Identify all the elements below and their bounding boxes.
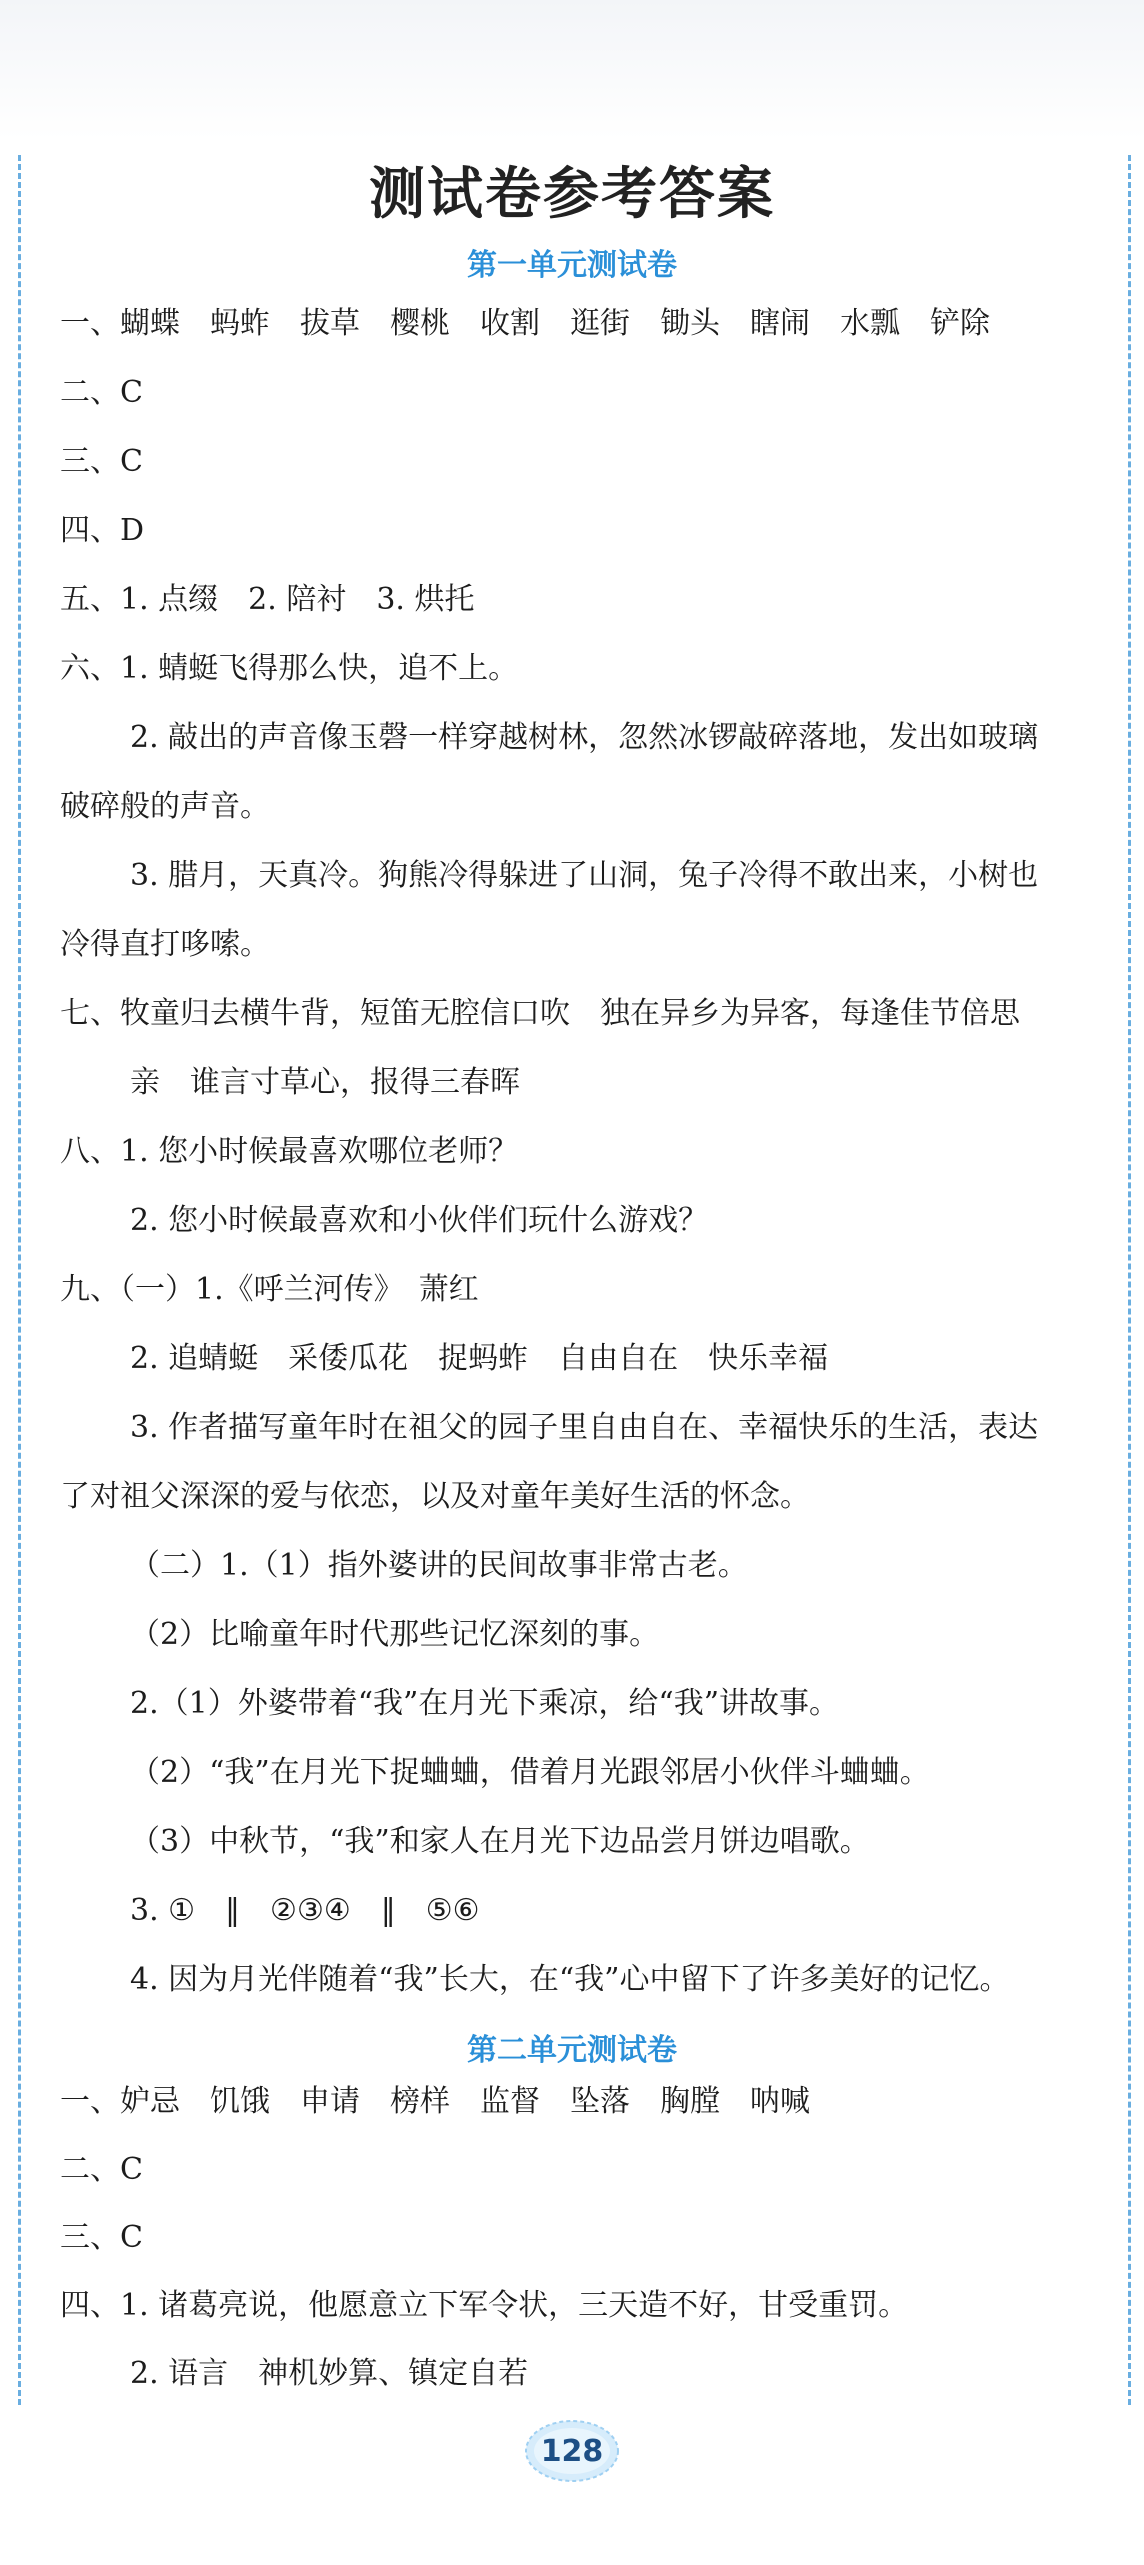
answer-line: （3）中秋节，“我”和家人在月光下边品尝月饼边唱歌。 [130, 1824, 870, 1859]
answer-line: 二、C [60, 375, 143, 410]
page-title: 测试卷参考答案 [369, 162, 775, 227]
answer-line: 破碎般的声音。 [60, 789, 270, 824]
answer-line: 冷得直打哆嗦。 [60, 927, 270, 962]
answer-line: 四、D [60, 513, 145, 548]
answer-line: 六、1. 蜻蜓飞得那么快，追不上。 [60, 651, 519, 686]
answer-line: 七、牧童归去横牛背，短笛无腔信口吹 独在异乡为异客，每逢佳节倍思 [60, 996, 1020, 1031]
answer-line: 八、1. 您小时候最喜欢哪位老师？ [60, 1134, 519, 1169]
answer-line: 亲 谁言寸草心，报得三春晖 [130, 1065, 520, 1100]
answer-line: 一、妒忌 饥饿 申请 榜样 监督 坠落 胸膛 呐喊 [60, 2084, 810, 2119]
answer-line: 一、蝴蝶 蚂蚱 拔草 樱桃 收割 逛街 锄头 瞎闹 水瓢 铲除 [60, 306, 990, 341]
answer-line: 2. 敲出的声音像玉磬一样穿越树林，忽然冰锣敲碎落地，发出如玻璃 [130, 720, 1039, 755]
answer-line: 3. ① ‖ ②③④ ‖ ⑤⑥ [130, 1893, 480, 1928]
answer-line: （二）1.（1）指外婆讲的民间故事非常古老。 [130, 1548, 748, 1583]
answer-line: （2）比喻童年时代那些记忆深刻的事。 [130, 1617, 660, 1652]
answer-line: 九、（一）1.《呼兰河传》 萧红 [60, 1272, 479, 1307]
answer-line: 2. 追蜻蜓 采倭瓜花 捉蚂蚱 自由自在 快乐幸福 [130, 1341, 829, 1376]
answer-line: 四、1. 诸葛亮说，他愿意立下军令状，三天造不好，甘受重罚。 [60, 2288, 909, 2323]
answer-line: 2.（1）外婆带着“我”在月光下乘凉，给“我”讲故事。 [130, 1686, 840, 1721]
answer-line: 2. 语言 神机妙算、镇定自若 [130, 2356, 529, 2391]
unit2-heading: 第二单元测试卷 [467, 2033, 677, 2068]
answer-line: 3. 腊月，天真冷。狗熊冷得躲进了山洞，兔子冷得不敢出来，小树也 [130, 858, 1039, 893]
answer-line: 2. 您小时候最喜欢和小伙伴们玩什么游戏？ [130, 1203, 709, 1238]
page-number-badge [522, 2418, 622, 2484]
answer-line: 3. 作者描写童年时在祖父的园子里自由自在、幸福快乐的生活，表达 [130, 1410, 1039, 1445]
answer-line: 三、C [60, 444, 143, 479]
answer-line: （2）“我”在月光下捉蛐蛐，借着月光跟邻居小伙伴斗蛐蛐。 [130, 1755, 930, 1790]
answer-line: 了对祖父深深的爱与依恋，以及对童年美好生活的怀念。 [60, 1479, 810, 1514]
answer-line: 二、C [60, 2152, 143, 2187]
unit1-heading: 第一单元测试卷 [467, 248, 677, 283]
answer-line: 五、1. 点缀 2. 陪衬 3. 烘托 [60, 582, 475, 617]
answer-line: 三、C [60, 2220, 143, 2255]
page-top-shade [0, 0, 1144, 140]
page-number: 128 [540, 2433, 604, 2469]
answer-line: 4. 因为月光伴随着“我”长大，在“我”心中留下了许多美好的记忆。 [130, 1962, 1010, 1997]
